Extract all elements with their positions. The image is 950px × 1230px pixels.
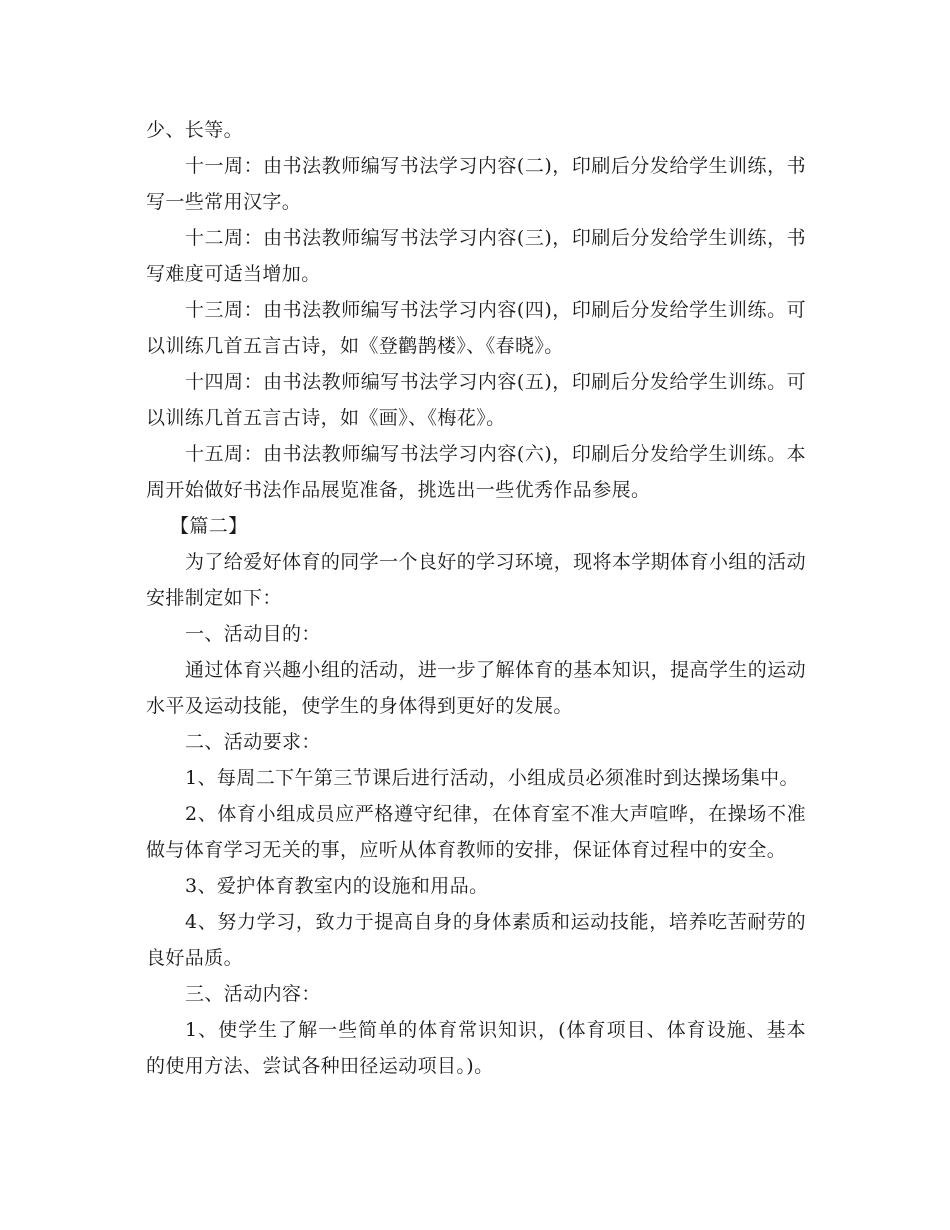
requirement-item-3: 3、爱护体育教室内的设施和用品。 <box>185 875 489 897</box>
paragraph-week-11: 十一周：由书法教师编写书法学习内容(二)，印刷后分发给学生训练，书写一些常用汉字。 <box>146 155 806 213</box>
requirement-item-2: 2、体育小组成员应严格遵守纪律，在体育室不准大声喧哗，在操场不准做与体育学习无关的事，应听从体育教师的安排，保证体育过程中的安全。 <box>146 803 806 861</box>
paragraph-week-13: 十三周：由书法教师编写书法学习内容(四)，印刷后分发给学生训练。可以训练几首五言古诗，如《登鹳鹊楼》、《春晓》。 <box>146 299 806 357</box>
paragraph-activity-goal: 通过体育兴趣小组的活动，进一步了解体育的基本知识，提高学生的运动水平及运动技能，使学生的身体得到更好的发展。 <box>146 659 806 717</box>
paragraph-intro: 为了给爱好体育的同学一个良好的学习环境，现将本学期体育小组的活动安排制定如下： <box>146 551 806 609</box>
section-heading: 【篇二】 <box>170 515 248 537</box>
paragraph-week-12: 十二周：由书法教师编写书法学习内容(三)，印刷后分发给学生训练，书写难度可适当增加。 <box>146 227 806 285</box>
paragraph-continuation: 少、长等。 <box>146 119 244 141</box>
requirement-item-4: 4、努力学习，致力于提高自身的身体素质和运动技能，培养吃苦耐劳的良好品质。 <box>146 911 806 969</box>
paragraph-week-14: 十四周：由书法教师编写书法学习内容(五)，印刷后分发给学生训练。可以训练几首五言古诗，如《画》、《梅花》。 <box>146 371 806 429</box>
subheading-activity-content: 三、活动内容： <box>185 983 321 1005</box>
subheading-activity-goal: 一、活动目的： <box>185 623 321 645</box>
paragraph-week-15: 十五周：由书法教师编写书法学习内容(六)，印刷后分发给学生训练。本周开始做好书法作品展览准备，挑选出一些优秀作品参展。 <box>146 443 806 501</box>
subheading-activity-requirements: 二、活动要求： <box>185 731 321 753</box>
content-item-1: 1、使学生了解一些简单的体育常识知识，(体育项目、体育设施、基本的使用方法、尝试各种田径运动项目。)。 <box>146 1019 806 1077</box>
document-body <box>146 112 806 1084</box>
requirement-item-1: 1、每周二下午第三节课后进行活动，小组成员必须准时到达操场集中。 <box>185 767 799 789</box>
